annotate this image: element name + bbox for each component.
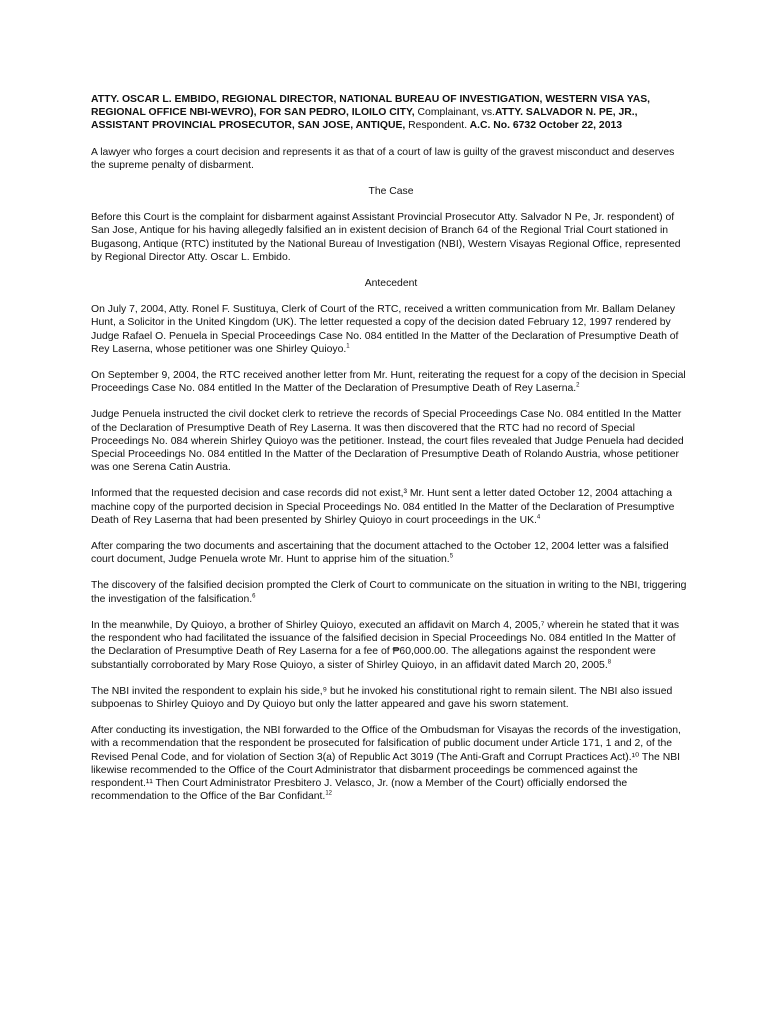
caption-complainant: ATTY. OSCAR L. EMBIDO, REGIONAL DIRECTOR, NATIONAL BUREAU OF INVESTIGATION, WESTERN VISA YAS, REGIONAL OFFICE NBI-WEVRO), FOR SAN PEDRO, ILOILO CITY, <box>91 94 651 119</box>
footnote-marker: 1 <box>346 343 350 350</box>
heading-the-case: The Case <box>368 186 414 198</box>
paragraph-text: In the meanwhile, Dy Quioyo, a brother of Shirley Quioyo, executed an affidavit on March 4, 2005,⁷ wherein he stated that it was the respondent who had facilitated the issuance of the falsified decision in Special Proceedings No. 084 entitled In the Matter of the Declaration of Presumptive Death of Rey Laserna for a fee of ₱60,000.00. The allegations against the respondent were substantially corroborated by Mary Rose Quioyo, a sister of Shirley Quioyo, in an affidavit dated March 20, 2005. <box>91 619 680 671</box>
footnote-marker: 4 <box>536 514 541 521</box>
paragraph-text: The NBI invited the respondent to explain his side,⁹ but he invoked his constitutional right to remain silent. The NBI also issued subpoenas to Shirley Quioyo and Dy Quioyo but only the latter appeared and gave his sworn statement. <box>91 685 673 710</box>
paragraph <box>91 369 691 395</box>
caption-complainant-role: Complainant, vs. <box>414 107 495 119</box>
paragraph <box>91 540 691 566</box>
paragraph-text: After comparing the two documents and ascertaining that the document attached to the October 12, 2004 letter was a falsified court document, Judge Penuela wrote Mr. Hunt to apprise him of the situation. <box>91 541 669 566</box>
paragraph <box>91 619 691 672</box>
paragraph <box>91 724 691 803</box>
footnote-marker: 5 <box>449 553 454 560</box>
paragraph <box>91 579 691 605</box>
paragraph <box>91 408 691 474</box>
paragraph <box>91 685 691 711</box>
heading-antecedent: Antecedent <box>364 278 418 290</box>
footnote-marker: 12 <box>325 790 332 797</box>
paragraph <box>91 303 691 356</box>
paragraph-text: Informed that the requested decision and case records did not exist,³ Mr. Hunt sent a letter dated October 12, 2004 attaching a machine copy of the purported decision in Special Proceedings No. 084 entitled In the Matter of the Declaration of Presumptive Death of Rey Laserna that had been presented by Shirley Quioyo in court proceedings in the UK. <box>91 488 675 526</box>
footnote-marker: 8 <box>607 659 612 666</box>
paragraph <box>91 487 691 527</box>
antecedent-paragraphs <box>91 303 691 803</box>
paragraph-text: After conducting its investigation, the NBI forwarded to the Office of the Ombudsman for Visayas the records of the investigation, with a recommendation that the respondent be prosecuted for falsification of public document under Article 171, 1 and 2, of the Revised Penal Code, and for violation of Section 3(a) of Republic Act 3019 (The Anti-Graft and Corrupt Practices Act).¹⁰ The NBI likewise recommended to the Office of the Court Administrator that disbarment proceedings be commenced against the respondent.¹¹ Then Court Administrator Presbitero J. Velasco, Jr. (now a Member of the Court) officially endorsed the recommendation to the Office of the Bar Confidant. <box>91 725 681 803</box>
footnote-marker: 2 <box>576 382 580 389</box>
caption-respondent-role: Respondent. <box>405 120 468 132</box>
paragraph-text: On September 9, 2004, the RTC received another letter from Mr. Hunt, reiterating the request for a copy of the decision in Special Proceedings Case No. 084 entitled In the Matter of the Declaration of Presumptive Death of Rey Laserna. <box>91 370 686 395</box>
document-body <box>91 93 691 816</box>
case-caption <box>91 93 691 133</box>
paragraph-text: Judge Penuela instructed the civil docket clerk to retrieve the records of Special Proceedings Case No. 084 entitled In the Matter of the Declaration of Presumptive Death of Rey Laserna. It was then discovered that the RTC had no record of Special Proceedings No. 084 wherein Shirley Quioyo was the petitioner. Instead, the court files revealed that Judge Penuela had decided Special Proceedings No. 084 entitled In the Matter of the Declaration of Presumptive Death of Rolando Austria, whose petitioner was one Serena Catin Austria. <box>91 409 684 474</box>
case-paragraph: Before this Court is the complaint for disbarment against Assistant Provincial Prosecutor Atty. Salvador N Pe, Jr. respondent) of San Jose, Antique for his having allegedly falsified an in existent decision of Branch 64 of the Regional Trial Court stationed in Bugasong, Antique (RTC) instituted by the National Bureau of Investigation (NBI), Western Visayas Regional Office, represented by Regional Director Atty. Oscar L. Embido. <box>91 212 681 263</box>
paragraph-text: On July 7, 2004, Atty. Ronel F. Sustituya, Clerk of Court of the RTC, received a written communication from Mr. Ballam Delaney Hunt, a Solicitor in the United Kingdom (UK). The letter requested a copy of the decision dated February 12, 1997 rendered by Judge Rafael O. Penuela in Special Proceedings Case No. 084 entitled In the Matter of the Declaration of Presumptive Death of Rey Laserna, whose petitioner was one Shirley Quioyo. <box>91 304 679 355</box>
caption-case-number-date: A.C. No. 6732 October 22, 2013 <box>467 120 623 132</box>
footnote-marker: 6 <box>252 593 256 600</box>
caption-respondent: ATTY. SALVADOR N. PE, JR., ASSISTANT PROVINCIAL PROSECUTOR, SAN JOSE, ANTIQUE, <box>91 107 638 132</box>
syllabus: A lawyer who forges a court decision and represents it as that of a court of law is guilty of the gravest misconduct and deserves the supreme penalty of disbarment. <box>91 146 675 171</box>
paragraph-text: The discovery of the falsified decision prompted the Clerk of Court to communicate on the situation in writing to the NBI, triggering the investigation of the falsification. <box>91 580 687 605</box>
